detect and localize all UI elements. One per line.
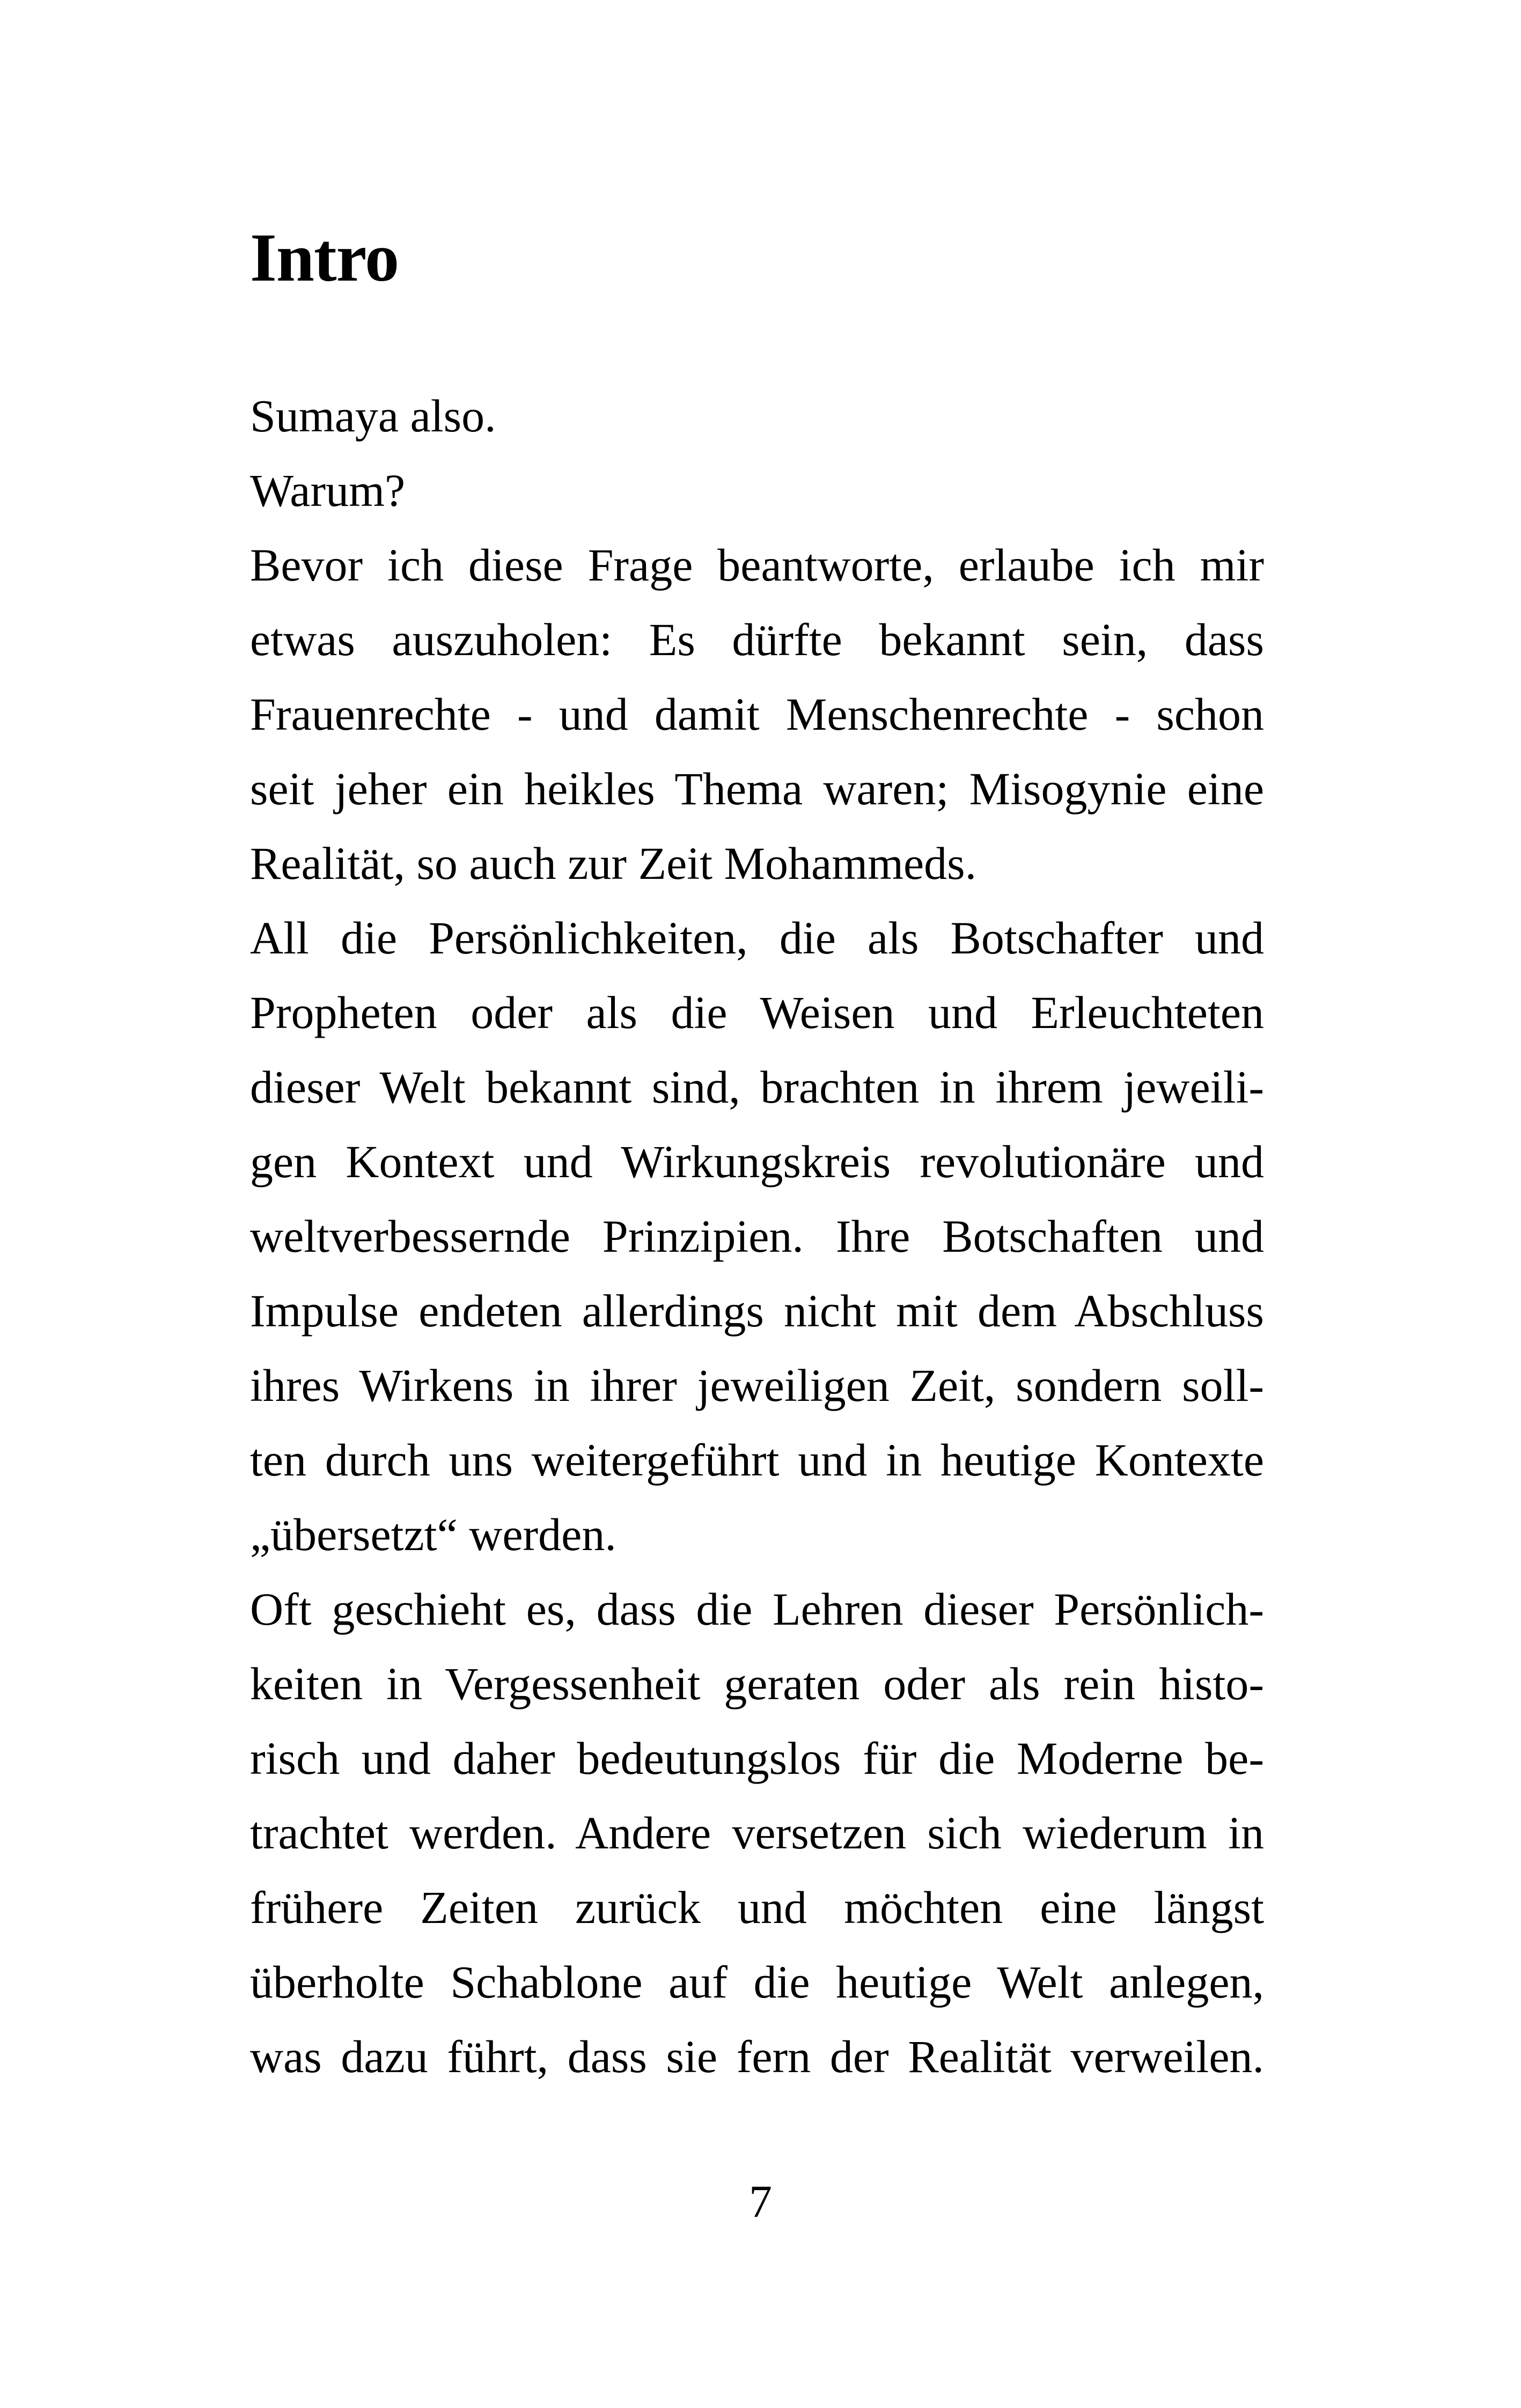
text-line: weltverbessernde Prinzipien. Ihre Botschaften und — [250, 1210, 1264, 1262]
text-line: risch und daher bedeutungslos für die Moderne be- — [250, 1732, 1264, 1784]
body-text — [250, 379, 1264, 2094]
text-line: ten durch uns weitergeführt und in heutige Kontexte — [250, 1434, 1264, 1486]
text-line: Propheten oder als die Weisen und Erleuchteten — [250, 987, 1264, 1038]
text-line: was dazu führt, dass sie fern der Realität verweilen. — [250, 2031, 1264, 2082]
text-line: Realität, so auch zur Zeit Mohammeds. — [250, 838, 977, 889]
text-line: überholte Schablone auf die heutige Welt anlegen, — [250, 1956, 1264, 2008]
text-line: Warum? — [250, 465, 406, 516]
text-line: seit jeher ein heikles Thema waren; Misogynie eine — [250, 763, 1264, 814]
text-line: Impulse endeten allerdings nicht mit dem Abschluss — [250, 1285, 1264, 1337]
text-line: Frauenrechte - und damit Menschenrechte - schon — [250, 688, 1264, 740]
text-line: frühere Zeiten zurück und möchten eine längst — [250, 1882, 1264, 1933]
chapter-title: Intro — [250, 219, 399, 296]
text-line: etwas auszuholen: Es dürfte bekannt sein, dass — [250, 614, 1264, 665]
text-line: ihres Wirkens in ihrer jeweiligen Zeit, sondern soll- — [250, 1360, 1264, 1411]
text-line: trachtet werden. Andere versetzen sich wiederum in — [250, 1807, 1264, 1859]
text-line: Bevor ich diese Frage beantworte, erlaube ich mir — [250, 539, 1264, 591]
text-line: gen Kontext und Wirkungskreis revolutionäre und — [250, 1136, 1264, 1187]
text-line: Sumaya also. — [250, 390, 496, 442]
text-line: „übersetzt“ werden. — [250, 1509, 616, 1560]
text-line: dieser Welt bekannt sind, brachten in ihrem jeweili- — [250, 1061, 1264, 1113]
text-line: All die Persönlichkeiten, die als Botschafter und — [250, 912, 1264, 964]
page-number: 7 — [749, 2176, 772, 2227]
text-line: Oft geschieht es, dass die Lehren dieser Persönlich- — [250, 1583, 1264, 1635]
text-line: keiten in Vergessenheit geraten oder als rein histo- — [250, 1658, 1264, 1709]
